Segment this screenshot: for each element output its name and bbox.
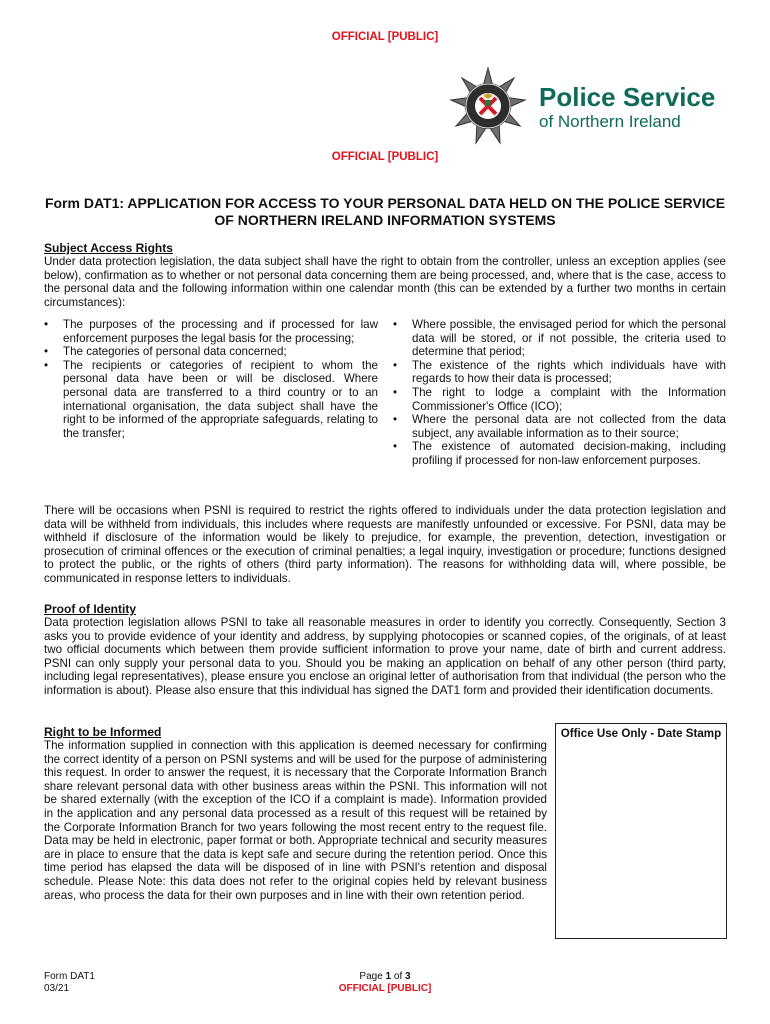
classification-mid: OFFICIAL [PUBLIC] bbox=[331, 151, 439, 163]
logo-title: Police Service bbox=[539, 82, 716, 112]
list-item: • The categories of personal data concerned; bbox=[44, 345, 378, 359]
psni-star-badge-icon bbox=[447, 66, 529, 146]
list-item: • The existence of the rights which individuals have with regards to how their data is processed; bbox=[393, 359, 726, 386]
footer-form-code: Form DAT1 bbox=[44, 971, 95, 982]
page-current: 1 bbox=[385, 971, 392, 982]
classification-top: OFFICIAL [PUBLIC] bbox=[331, 31, 439, 43]
list-item: • Where possible, the envisaged period for which the personal data will be stored, or if not possible, the criteria used to determine that period; bbox=[393, 318, 726, 359]
informed-heading: Right to be Informed bbox=[44, 725, 162, 739]
proof-heading: Proof of Identity bbox=[44, 602, 136, 616]
subject-access-heading: Subject Access Rights bbox=[44, 241, 173, 255]
of-word: of bbox=[393, 971, 403, 982]
list-item: • The right to lodge a complaint with the Information Commissioner's Office (ICO); bbox=[393, 386, 726, 413]
right-bullet-list bbox=[393, 318, 726, 496]
office-use-stamp-box bbox=[555, 723, 727, 939]
footer-classification: OFFICIAL [PUBLIC] bbox=[338, 983, 432, 994]
informed-paragraph: The information supplied in connection with this application is deemed necessary for confirming the correct identity of a person on PSNI systems and will be used for the purpose of administering this request. In order to answer the request, it is necessary that the Corporate Information Branch share relevant personal data with other business areas within the PSNI. This information will not be shared externally (with the exception of the ICO if a complaint is made). Information provided in the application and any personal data processed as a result of this request will be retained by the Corporate Information Branch for two years following the most recent entry to the request file. Data may be held in electronic, paper format or both. Appropriate technical and security measures are in place to ensure that the data is kept safe and secure during the retention period. Once this time period has elapsed the data will be disposed of in line with PSNI's retention and disposal schedule. Please Note: this data does not refer to the original copies held by relevant business areas, who process the data for their own purposes and in line with their own retention period. bbox=[44, 739, 547, 902]
proof-paragraph: Data protection legislation allows PSNI to take all reasonable measures in order to identify you correctly. Consequently, Section 3 asks you to provide evidence of your identity and address, by supplying photocopies or scanned copies, of the originals, of at least two official documents which between them provide sufficient information to prove your name, date of birth and current address. PSNI can only supply your personal data to you. Should you be making an application on behalf of any other person (third party, including legal representatives), please ensure you enclose an original letter of authorisation from that individual (the person who the information is about). Please also ensure that this individual has signed the DAT1 form and provided their identification documents. bbox=[44, 616, 726, 697]
page-total: 3 bbox=[405, 971, 411, 982]
list-item: • The recipients or categories of recipient to whom the personal data have been or will be disclosed. Where personal data are transferred to a third country or to an international organisation, the data subject shall have the right to be informed of the appropriate safeguards, relating to the transfer; bbox=[44, 359, 378, 441]
subject-access-intro: Under data protection legislation, the data subject shall have the right to obtain from the controller, unless an exception applies (see below), confirmation as to whether or not personal data concerning them are being processed, and, where that is the case, access to the personal data and the following information within one calendar month (this can be extended by a further two months in certain circumstances): bbox=[44, 255, 726, 309]
page-word: Page bbox=[359, 971, 383, 982]
list-item: • Where the personal data are not collected from the data subject, any available information as to their source; bbox=[393, 413, 726, 440]
office-use-title: Office Use Only - Date Stamp bbox=[560, 727, 722, 740]
form-title: Form DAT1: APPLICATION FOR ACCESS TO YOUR PERSONAL DATA HELD ON THE POLICE SERVICE OF NORTHERN IRELAND INFORMATION SYSTEMS bbox=[44, 195, 726, 228]
footer-page-number bbox=[0, 971, 770, 983]
psni-logo bbox=[447, 66, 737, 146]
logo-subtitle: of Northern Ireland bbox=[539, 112, 681, 131]
list-item: • The purposes of the processing and if processed for law enforcement purposes the legal basis for the processing; bbox=[44, 318, 378, 345]
list-item: • The existence of automated decision-making, including profiling if processed for non-law enforcement purposes. bbox=[393, 440, 726, 467]
restrictions-paragraph: There will be occasions when PSNI is required to restrict the rights offered to individuals under the data protection legislation and data will be withheld from individuals, this includes where requests are manifestly unfounded or excessive. For PSNI, data may be withheld if disclosure of the information would be likely to prejudice, for example, the prevention, detection, investigation or prosecution of criminal offences or the execution of criminal penalties; a legal inquiry, investigation or procedure; functions designed to protect the public, or the rights of others (third party information). The reasons for withholding data will, where possible, be communicated in response letters to individuals. bbox=[44, 504, 726, 585]
left-bullet-list bbox=[44, 318, 378, 440]
footer-date: 03/21 bbox=[44, 983, 70, 994]
